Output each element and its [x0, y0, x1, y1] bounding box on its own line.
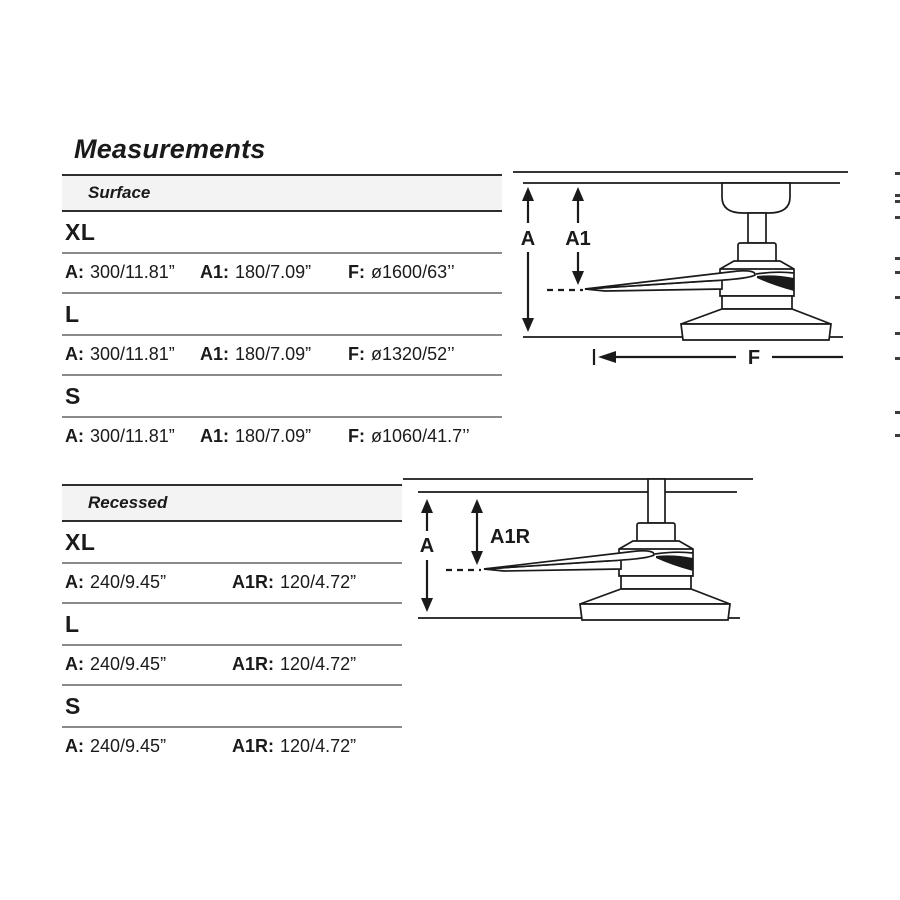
dim-label: A: [65, 426, 84, 446]
edge-text-fragment [895, 257, 900, 260]
size-label: L [65, 611, 80, 637]
motor-band [722, 296, 792, 309]
dimension-pair [65, 654, 227, 675]
surface-table-header [62, 174, 502, 212]
shade-dish [681, 324, 831, 340]
recessed-mount-diagram [400, 474, 760, 624]
size-label: XL [65, 529, 96, 555]
surface-table [62, 174, 502, 458]
canopy [722, 183, 790, 213]
size-label-row [62, 604, 402, 646]
dim-label: A: [65, 572, 84, 592]
fan-body [585, 243, 831, 340]
dim-label: A: [65, 654, 84, 674]
dim-label: A: [65, 344, 84, 364]
dim-value: ø1600/63’’ [371, 262, 455, 282]
edge-text-fragment [895, 411, 900, 414]
dim-label: F: [348, 426, 366, 446]
edge-text-fragment [895, 332, 900, 335]
dimension-pair [348, 344, 455, 365]
edge-text-fragment [895, 200, 900, 203]
dim-value: 180/7.09” [235, 344, 312, 364]
edge-text-fragment [895, 357, 900, 360]
dimension-pair [200, 344, 343, 365]
edge-text-fragment [895, 271, 900, 274]
dimension-pair [232, 736, 356, 757]
recessed-table-header [62, 484, 402, 522]
dimension-a-arrow [521, 187, 535, 332]
dim-label: F: [348, 262, 366, 282]
dimension-pair [348, 426, 470, 447]
size-label-row [62, 522, 402, 564]
dimension-pair [200, 426, 343, 447]
dim-value: 300/11.81” [90, 262, 175, 282]
page-title: Measurements [74, 134, 266, 164]
dimension-row [62, 254, 502, 294]
dim-label: A1: [200, 262, 230, 282]
dim-label: A1R: [232, 654, 275, 674]
edge-text-fragment [895, 194, 900, 197]
dimension-row [62, 336, 502, 376]
size-label-row [62, 376, 502, 418]
dim-value: 180/7.09” [235, 262, 312, 282]
dim-label: A: [65, 736, 84, 756]
size-label: S [65, 693, 81, 719]
edge-text-fragment [895, 216, 900, 219]
dimension-pair [65, 344, 195, 365]
recessed-downrod [648, 479, 665, 523]
edge-text-fragment [895, 296, 900, 299]
dim-value: 240/9.45” [90, 736, 167, 756]
dimension-pair [232, 654, 356, 675]
size-label: S [65, 383, 81, 409]
dim-label: A: [65, 262, 84, 282]
dim-label: A1: [200, 344, 230, 364]
dim-value: ø1060/41.7’’ [371, 426, 470, 446]
dim-value: 120/4.72” [280, 736, 357, 756]
dimension-pair [232, 572, 356, 593]
dim-value: 120/4.72” [280, 654, 357, 674]
dimension-row [62, 564, 402, 604]
downrod [748, 213, 766, 243]
dimension-a-label: A [419, 535, 435, 557]
dimension-pair [65, 262, 195, 283]
dimension-f-label: F [747, 347, 761, 369]
dimension-pair [65, 572, 227, 593]
dim-value: 300/11.81” [90, 426, 175, 446]
dimension-a-arrow [420, 499, 434, 612]
surface-header-label: Surface [88, 183, 151, 202]
size-label: XL [65, 219, 96, 245]
dimension-a-label: A [520, 228, 536, 250]
dimension-f-arrow [594, 347, 843, 369]
size-label-row [62, 294, 502, 336]
shade-flare [681, 309, 831, 324]
size-label: L [65, 301, 80, 327]
dimension-row [62, 728, 402, 768]
recessed-header-label: Recessed [88, 493, 168, 512]
dim-value: 120/4.72” [280, 572, 357, 592]
dimension-row [62, 418, 502, 458]
dimension-a1r-label: A1R [490, 526, 531, 548]
size-label-row [62, 212, 502, 254]
dim-value: 240/9.45” [90, 654, 167, 674]
dim-label: F: [348, 344, 366, 364]
dimension-pair [65, 736, 227, 757]
dim-label: A1R: [232, 572, 275, 592]
dim-label: A1R: [232, 736, 275, 756]
dim-value: 240/9.45” [90, 572, 167, 592]
surface-mount-diagram [510, 168, 900, 373]
recessed-table [62, 484, 402, 768]
dim-label: A1: [200, 426, 230, 446]
dimension-a1-arrow [565, 187, 591, 285]
dimension-a1r-arrow [471, 499, 531, 565]
dimension-pair [348, 262, 455, 283]
dimension-pair [200, 262, 343, 283]
dimension-a1-label: A1 [565, 228, 591, 250]
edge-text-fragment [895, 172, 900, 175]
dim-value: 300/11.81” [90, 344, 175, 364]
dimension-row [62, 646, 402, 686]
dimension-pair [65, 426, 195, 447]
dim-value: 180/7.09” [235, 426, 312, 446]
dim-value: ø1320/52’’ [371, 344, 455, 364]
edge-text-fragment [895, 434, 900, 437]
size-label-row [62, 686, 402, 728]
